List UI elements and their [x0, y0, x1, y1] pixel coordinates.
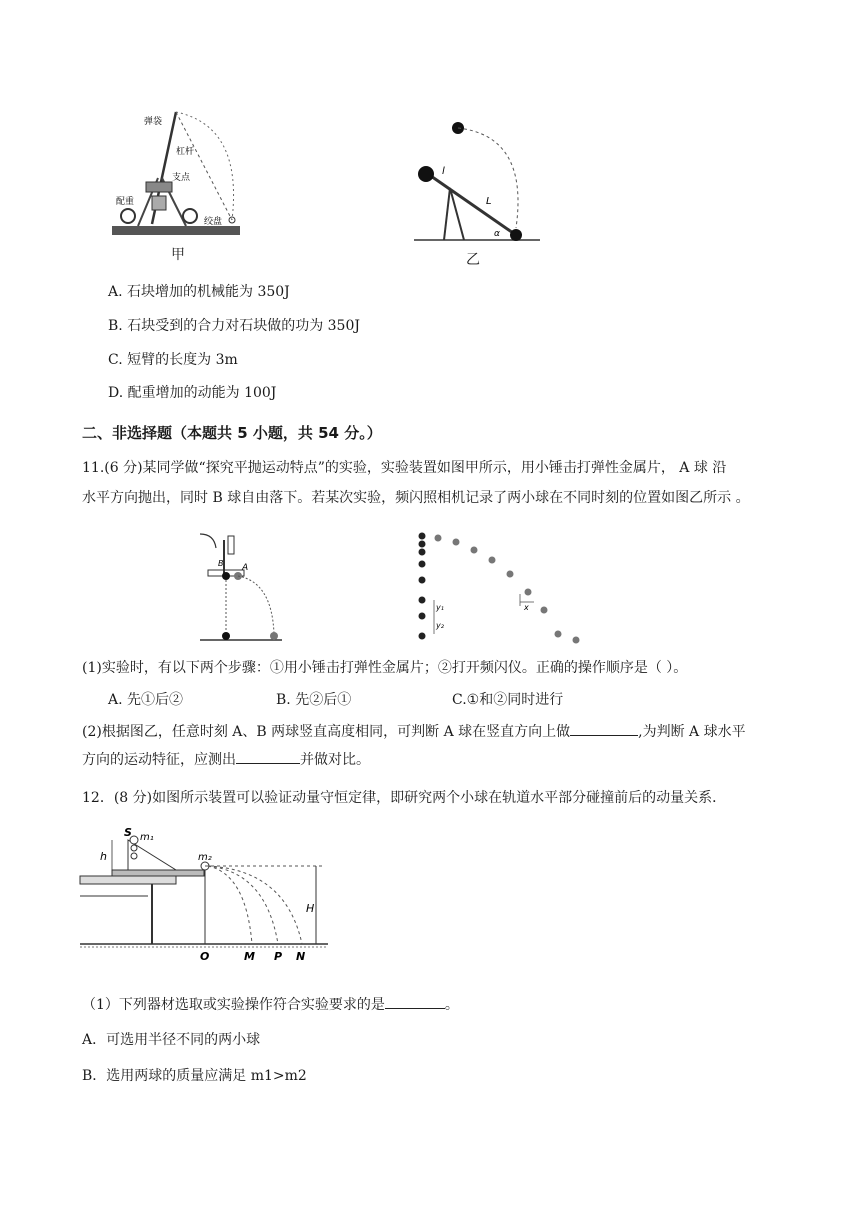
q11-sub1-option-a: A. 先①后②: [108, 692, 184, 708]
q11-sub2-text: ,为判断 A 球水平: [638, 724, 746, 740]
projectile-path: [238, 576, 274, 634]
trajectory-m: [208, 866, 252, 944]
q12-sub1-text: （1）下列器材选取或实验操作符合实验要求的是: [82, 997, 385, 1013]
label-y1: y₁: [436, 603, 444, 612]
label-p: P: [274, 950, 283, 962]
label-lever: 杠杆: [176, 147, 195, 157]
q12-sub1-text: 。: [444, 997, 459, 1013]
label-alpha: α: [494, 229, 500, 239]
q10-option-a: A. 石块增加的机械能为 350J: [108, 284, 290, 300]
track: [112, 870, 204, 876]
ball-m1-path: [131, 845, 137, 851]
figure-jia-caption: 甲: [171, 247, 185, 263]
q12-stem: 12．(8 分)如图所示装置可以验证动量守恒定律，即研究两个小球在轨道水平部分碰撞前后的动量关系．: [82, 790, 727, 806]
stone-ball-end: [510, 229, 522, 241]
support-post: [444, 188, 450, 240]
q11-sub1-option-b: B. 先②后①: [276, 692, 352, 708]
ball-a-landed: [270, 632, 278, 640]
q11-stem-line2: 水平方向抛出，同时 B 球自由落下。若某次实验，频闪照相机记录了两小球在不同时刻的位置如图乙所示 。: [82, 490, 750, 506]
lever-rod: [428, 174, 516, 235]
trajectory-n: [208, 866, 302, 944]
answer-blank[interactable]: [570, 721, 638, 736]
q12-option-a: A．可选用半径不同的两小球: [82, 1032, 261, 1048]
label-h: h: [100, 850, 107, 863]
label-pocket: 弹袋: [144, 117, 163, 127]
label-counterweight: 配重: [116, 197, 135, 207]
label-m: M: [244, 950, 255, 962]
counterweight-ball: [418, 166, 434, 182]
label-L: L: [486, 196, 492, 207]
q11-stem-line1: 11.(6 分)某同学做“探究平抛运动特点”的实验，实验装置如图甲所示，用小锤击打弹性金属片， A 球 沿: [82, 460, 727, 476]
q11-sub2-line1: [82, 721, 746, 742]
figure-yi-caption: 乙: [466, 252, 480, 268]
q10-option-b: B. 石块受到的合力对石块做的功为 350J: [108, 318, 360, 334]
elastic-plate: [228, 536, 234, 554]
label-m2: m₂: [198, 852, 212, 863]
label-l: l: [442, 166, 445, 177]
trajectory-p: [208, 866, 278, 944]
ball-b: [222, 572, 230, 580]
label-n: N: [296, 950, 306, 962]
figure-jia-trebuchet: [108, 106, 244, 240]
q12-option-b: B．选用两球的质量应满足 m1>m2: [82, 1068, 307, 1084]
q11-sub1: (1)实验时，有以下两个步骤：①用小锤击打弹性金属片；②打开频闪仪。正确的操作顺序是（ ）。: [82, 660, 688, 676]
q11-sub2-text: 并做对比。: [300, 752, 370, 768]
q11-sub2-text: 方向的运动特征，应测出: [82, 752, 236, 768]
q10-option-c: C. 短臂的长度为 3m: [108, 352, 238, 368]
label-y2: y₂: [436, 621, 444, 630]
label-x: x: [524, 603, 529, 612]
counterweight-box: [152, 196, 166, 210]
figure-yi-lever: [414, 118, 544, 244]
wheel-left: [121, 209, 135, 223]
pivot-block: [146, 182, 172, 192]
ball-a-sequence: [435, 535, 580, 644]
label-b: B: [218, 559, 224, 568]
section-2-heading: 二、非选择题（本题共 5 小题，共 54 分。）: [82, 424, 382, 442]
answer-blank[interactable]: [236, 749, 300, 764]
ball-b-landed: [222, 632, 230, 640]
ball-m1-path: [131, 853, 137, 859]
q11-figure-jia-apparatus: [196, 530, 286, 648]
q11-figure-yi-strobe: [410, 530, 590, 648]
trajectory-arc: [458, 128, 518, 228]
label-winch: 绞盘: [204, 217, 223, 227]
q10-option-d: D. 配重增加的动能为 100J: [108, 385, 277, 401]
label-pivot: 支点: [172, 173, 191, 183]
table-top: [80, 876, 176, 884]
ball-b-sequence: [419, 533, 426, 640]
q11-sub2-line2: [82, 749, 370, 770]
label-o: O: [200, 950, 210, 962]
label-H: H: [306, 902, 315, 915]
label-a: A: [242, 563, 249, 573]
wheel-right: [183, 209, 197, 223]
ground-base: [112, 226, 240, 235]
q12-figure-momentum-apparatus: [78, 826, 334, 962]
label-s: S: [124, 826, 132, 839]
answer-blank[interactable]: [385, 994, 445, 1009]
q11-sub1-option-c: C.①和②同时进行: [452, 692, 564, 708]
hammer-arrow: [200, 534, 216, 548]
label-m1: m₁: [140, 832, 154, 843]
sling-rope: [176, 112, 232, 220]
q12-sub1: [82, 994, 459, 1015]
q11-sub2-text: (2)根据图乙，任意时刻 A、B 两球竖直高度相同，可判断 A 球在竖直方向上做: [82, 724, 571, 740]
